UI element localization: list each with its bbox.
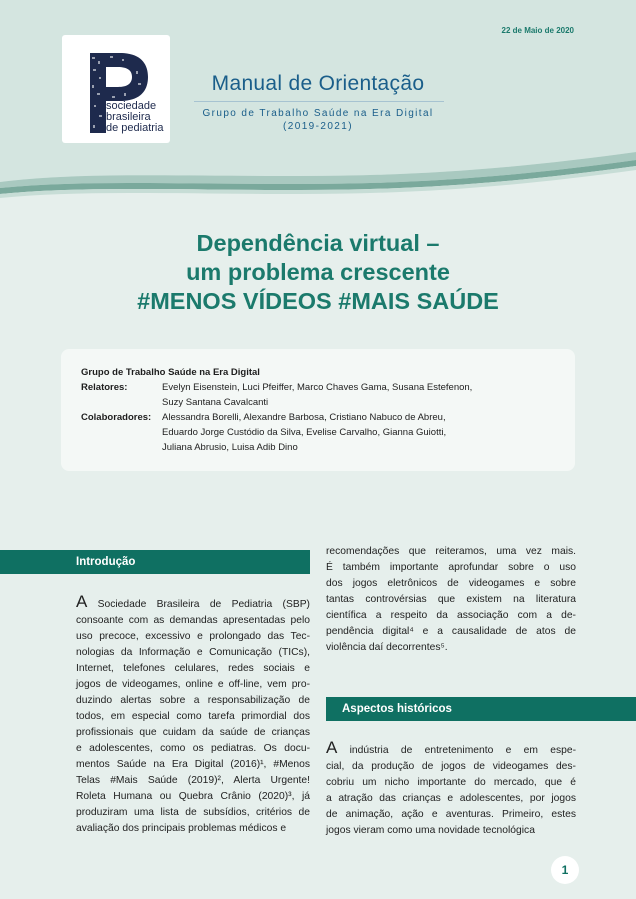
text-line: uso precoce, excessivo e prolongado das Tec- xyxy=(76,631,310,642)
text-line: cial, da produção de jogos de videogames des- xyxy=(326,761,576,772)
intro-heading: Introdução xyxy=(0,550,310,574)
text-line: recomendações que reiteramos, uma vez mais. xyxy=(326,546,576,557)
text-line: a atração das crianças e adolescentes, por jogos xyxy=(326,793,576,804)
relatores-line: Evelyn Eisenstein, Luci Pfeiffer, Marco Chaves Gama, Susana Estefenon, xyxy=(162,382,473,393)
text-line: tantas controvérsias que existem na literatura xyxy=(326,594,576,605)
drop-cap: A xyxy=(326,738,338,757)
relatores-names xyxy=(162,380,522,410)
sbp-logo xyxy=(62,35,170,143)
working-group-subtitle xyxy=(184,107,452,133)
text-line: Internet, telefones celulares, redes sociais e xyxy=(76,663,310,674)
text-line: e adolescentes, como os pediatras. Os docu- xyxy=(76,743,310,754)
right-column-paragraph-1 xyxy=(326,544,576,656)
colaboradores-line: Eduardo Jorge Custódio da Silva, Evelise Carvalho, Gianna Guiotti, xyxy=(162,427,447,438)
text-line: jogos vieram como uma novidade tecnológica xyxy=(326,825,535,836)
logo-line-2: brasileira xyxy=(106,111,151,123)
authors-card xyxy=(61,349,575,471)
text-line: jogos de videogames, online e off-line, vem pro- xyxy=(76,679,310,690)
text-line: A indústria de entretenimento e em espe- xyxy=(326,738,576,757)
page-number: 1 xyxy=(551,856,579,884)
intro-text xyxy=(76,594,310,837)
text-line: dos jogos eletrônicos de videogames e sobre xyxy=(326,578,576,589)
title-line-3: #MENOS VÍDEOS #MAIS SAÚDE xyxy=(137,288,499,314)
text-line: nologias da Informação e Comunicação (TICs), xyxy=(76,647,310,658)
historic-heading: Aspectos históricos xyxy=(326,697,636,721)
colaboradores-label: Colaboradores: xyxy=(81,412,152,423)
text-line: de animação, ação e aventuras. Primeiro, estes xyxy=(326,809,576,820)
authors-group: Grupo de Trabalho Saúde na Era Digital xyxy=(81,367,260,378)
text-line: Roleta Humana ou Quebra Crânio (2020)³, já xyxy=(76,791,310,802)
text-line: mentos Saúde na Era Digital (2016)¹, #Menos xyxy=(76,759,310,770)
text-line: consoante com as demandas apresentadas pelo xyxy=(76,615,310,626)
relatores-row xyxy=(81,380,575,410)
text-line: profissionais que cuidam da saúde de crianças xyxy=(76,727,310,738)
text-line: Telas #Mais Saúde (2019)², Alerta Urgente! xyxy=(76,775,310,786)
manual-title: Manual de Orientação xyxy=(211,72,425,95)
publication-date: 22 de Maio de 2020 xyxy=(501,26,574,35)
text-line: É também importante aprofundar sobre o uso xyxy=(326,562,576,573)
logo-line-1: sociedade xyxy=(106,100,157,112)
subtitle-line-2: (2019-2021) xyxy=(283,121,353,132)
text-line: avaliação dos principais problemas médicos e xyxy=(76,823,287,834)
document-title xyxy=(0,229,636,316)
sbp-logo-text xyxy=(106,101,164,134)
text-line: todos, em especial como tarefa primordial dos xyxy=(76,711,310,722)
colaboradores-line: Juliana Abrusio, Luisa Adib Dino xyxy=(162,442,298,453)
relatores-label: Relatores: xyxy=(81,382,128,393)
text-line: violência daí decorrentes⁵. xyxy=(326,642,448,653)
colaboradores-row xyxy=(81,410,575,455)
relatores-line: Suzy Santana Cavalcanti xyxy=(162,397,269,408)
text-line: produziram uma lista de subsídios, critérios de xyxy=(76,807,310,818)
text-line: pendência digital⁴ e a causalidade de atos de xyxy=(326,626,576,637)
drop-cap: A xyxy=(76,592,88,611)
title-line-2: um problema crescente xyxy=(186,259,450,285)
colaboradores-names xyxy=(162,410,522,455)
colaboradores-line: Alessandra Borelli, Alexandre Barbosa, Cristiano Nabuco de Abreu, xyxy=(162,412,446,423)
title-line-1: Dependência virtual – xyxy=(196,230,440,256)
text-line: duzindo alertas sobre a responsabilização de xyxy=(76,695,310,706)
text-line: científica a respeito da associação com a de- xyxy=(326,610,576,621)
subtitle-line-1: Grupo de Trabalho Saúde na Era Digital xyxy=(202,108,434,119)
text-line: cobriu um nicho importante do mercado, que é xyxy=(326,777,576,788)
text-line: A Sociedade Brasileira de Pediatria (SBP) xyxy=(76,592,310,611)
logo-line-3: de pediatria xyxy=(106,122,164,134)
title-divider xyxy=(194,101,444,102)
historic-text xyxy=(326,740,576,839)
